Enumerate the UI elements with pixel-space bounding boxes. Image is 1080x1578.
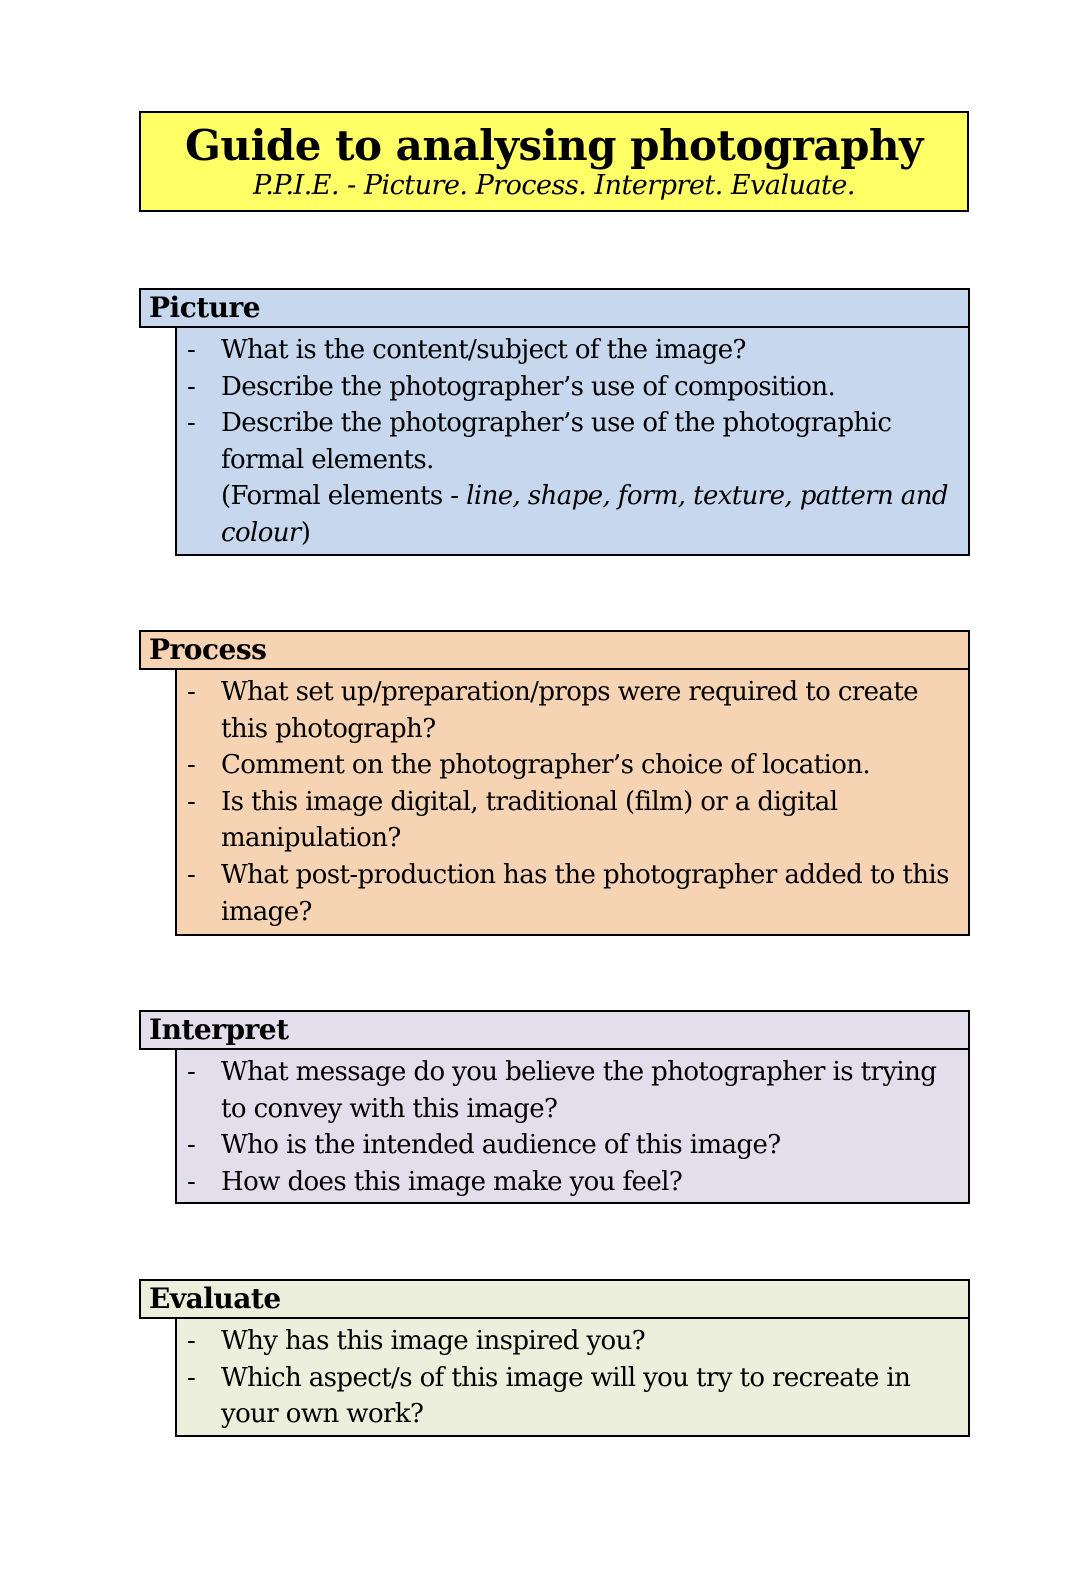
- list-item: - What is the content/subject of the image?: [187, 335, 746, 365]
- list-item: - What set up/preparation/props were required to create this photograph?: [187, 677, 918, 744]
- list-picture: [183, 332, 960, 478]
- list-item: - What post-production has the photographer added to this image?: [187, 859, 949, 927]
- section-header-interpret: Interpret: [139, 1010, 970, 1050]
- title-box: [139, 111, 969, 212]
- list-item: - Comment on the photographer’s choice of location.: [187, 750, 871, 781]
- page-title: Guide to analysing photography: [185, 121, 923, 170]
- list-process: [183, 674, 960, 930]
- list-item: - Describe the photographer’s use of composition.: [187, 371, 836, 402]
- list-item: - How does this image make you feel?: [187, 1166, 683, 1197]
- section-header-evaluate: Evaluate: [139, 1279, 970, 1319]
- section-body-evaluate: [175, 1319, 970, 1437]
- list-item: - Is this image digital, traditional (film) or a digital manipulation?: [187, 786, 838, 854]
- list-item: - Which aspect/s of this image will you try to recreate in your own work?: [187, 1362, 911, 1430]
- list-interpret: [183, 1054, 960, 1200]
- list-evaluate: [183, 1323, 960, 1433]
- list-item: - Why has this image inspired you?: [187, 1326, 646, 1356]
- section-body-interpret: [175, 1050, 970, 1204]
- section-body-picture: [175, 328, 970, 556]
- section-header-picture: Picture: [139, 288, 970, 328]
- section-header-process: Process: [139, 630, 970, 670]
- list-item: - What message do you believe the photographer is trying to convey with this image?: [187, 1057, 937, 1124]
- formal-elements-note: (Formal elements - line, shape, form, texture, pattern and colour): [221, 481, 948, 548]
- list-item: - Describe the photographer’s use of the photographic formal elements.: [187, 408, 892, 475]
- section-body-process: [175, 670, 970, 936]
- page-subtitle: P.P.I.E. - Picture. Process. Interpret. Evaluate.: [253, 170, 855, 201]
- list-item: - Who is the intended audience of this image?: [187, 1130, 781, 1161]
